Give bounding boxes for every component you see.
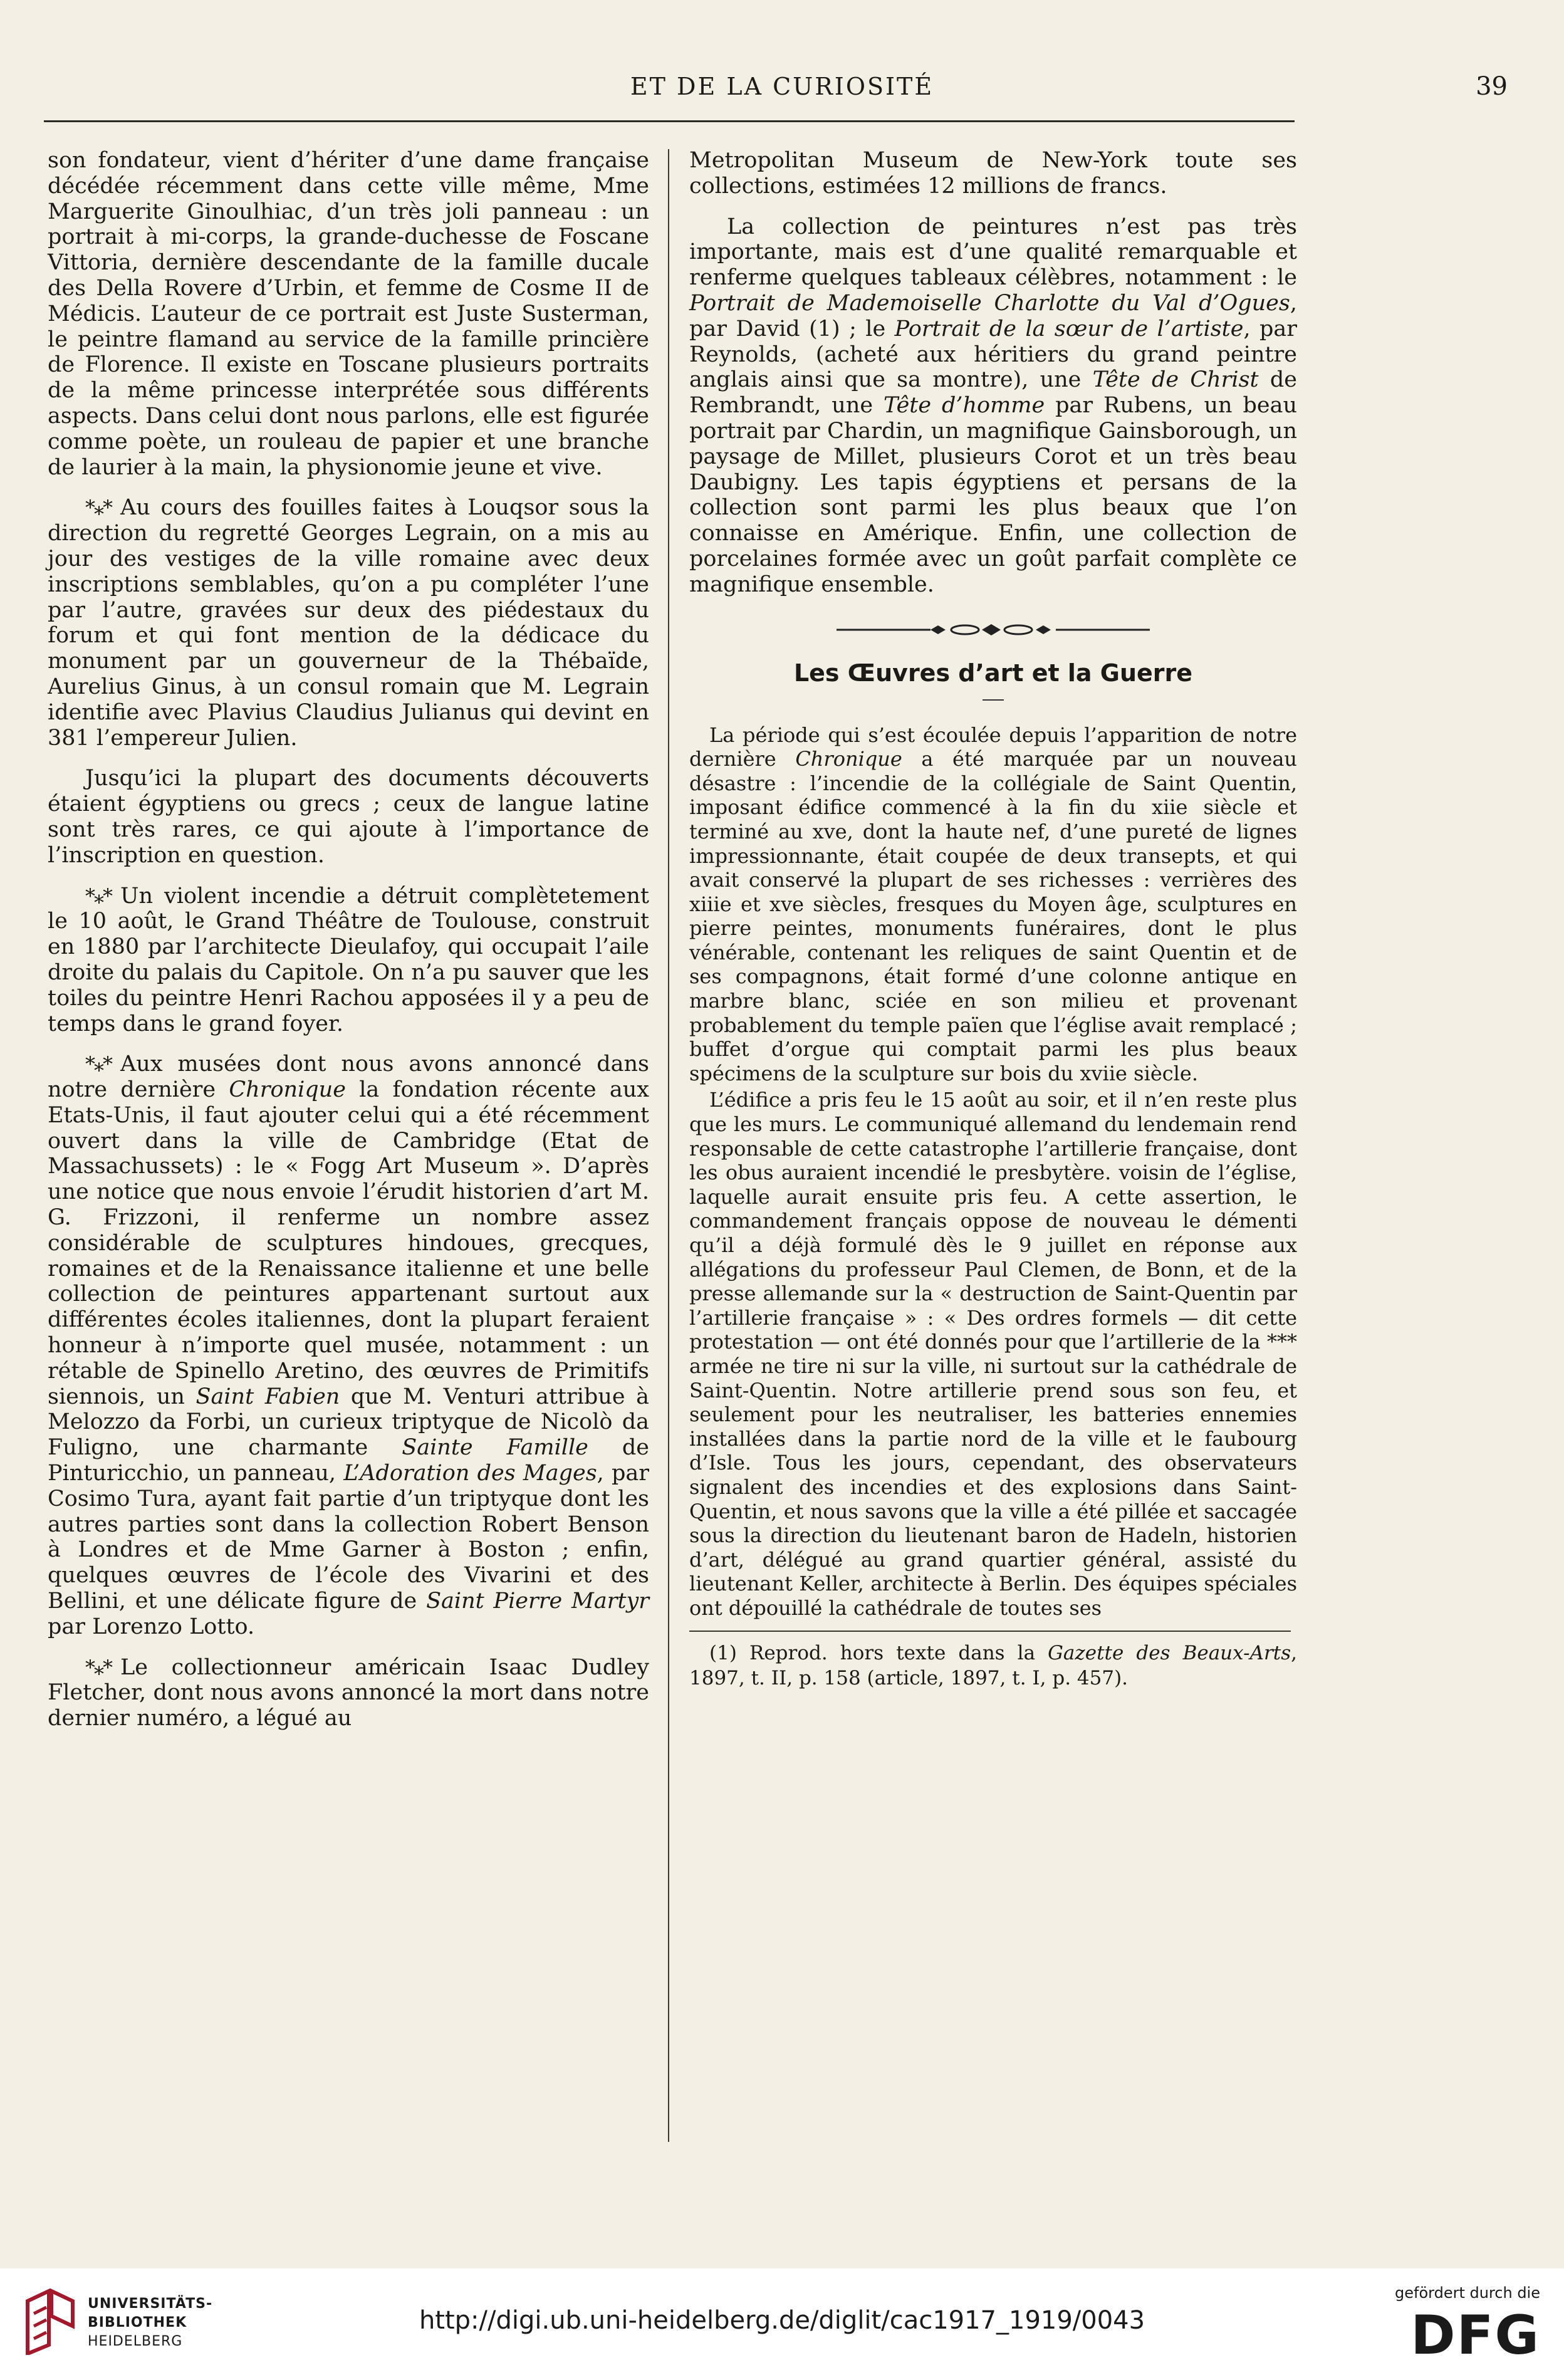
paragraph: *⁎* Aux musées dont nous avons annoncé dans notre dernière Chronique la fondation récente aux Etats-Unis, il faut ajouter celui qui a été récemment ouvert dans la ville de Cambridge (Etat de Massachussets) : le « Fogg Art Museum ». D’après une notice que nous envoie l’érudit historien d’art M. G. Frizzoni, il renferme un nombre assez considérable de sculptures hindoues, grecques, romaines et de la Renaissance italienne et une belle collection de peintures appartenant surtout aux différentes écoles italiennes, dont la plupart feraient honneur à n’importe quel musée, notamment : un rétable de Spinello Aretino, des œuvres de Primitifs siennois, un Saint Fabien que M. Venturi attribue à Melozzo da Forbi, un curieux triptyque de Nicolò da Fuligno, une charmante Sainte Famille de Pinturicchio, un panneau, L’Adoration des Mages, par Cosimo Tura, ayant fait partie d’un triptyque dont les autres parties sont dans la collection Robert Benson à Londres et de Mme Garner à Boston ; enfin, quelques œuvres de l’école des Vivarini et des Bellini, et une délicate figure de Saint Pierre Martyr par Lorenzo Lotto. [48, 1052, 650, 1639]
asterism: *⁎* [85, 884, 112, 908]
sponsor-label: gefördert durch die [1395, 2284, 1540, 2302]
paragraph: Metropolitan Museum de New-York toute ses collections, estimées 12 millions de francs. [689, 148, 1297, 199]
paragraph: La collection de peintures n’est pas très importante, mais est d’une qualité remarquable et renferme quelques tableaux célèbres, notamment : le Portrait de Mademoiselle Charlotte du Val d’Ogues, par David (1) ; le Portrait de la sœur de l’artiste, par Reynolds, (acheté aux héritiers du grand peintre anglais ainsi que sa montre), une Tête de Christ de Rembrandt, une Tête d’homme par Rubens, un beau portrait par Chardin, un magnifique Gainsborough, un paysage de Millet, plusieurs Corot et un très beau Daubigny. Les tapis égyptiens et persans de la collection sont parmi les plus beaux que l’on connaisse en Amérique. Enfin, une collection de porcelaines formée avec un goût parfait complète ce magnifique ensemble. [689, 214, 1297, 597]
asterism: *⁎* [85, 496, 112, 520]
svg-text:DFG: DFG [1410, 2307, 1540, 2360]
title-dash [983, 699, 1004, 701]
paragraph: Jusqu’ici la plupart des documents découverts étaient égyptiens ou grecs ; ceux de langue latine sont très rares, ce qui ajoute à l’importance de l’inscription en question. [48, 766, 649, 868]
paragraph: *⁎* Un violent incendie a détruit complètetement le 10 août, le Grand Théâtre de Toulouse, construit en 1880 par l’architecte Dieulafoy, qui occupait l’aile droite du palais du Capitole. On n’a pu sauver que les toiles du peintre Henri Rachou apposées il y a peu de temps dans le grand foyer. [48, 883, 649, 1036]
header-rule [44, 120, 1295, 122]
paragraph: *⁎* Le collectionneur américain Isaac Dudley Fletcher, dont nous avons annoncé la mort dans notre dernier numéro, a légué au [48, 1654, 649, 1731]
right-column [689, 148, 1297, 1691]
page-url-link[interactable]: http://digi.ub.uni-heidelberg.de/diglit/cac1917_1919/0043 [419, 2306, 1145, 2335]
ornament-icon [837, 620, 1150, 639]
running-head [44, 68, 1520, 105]
asterism: *⁎* [85, 1655, 112, 1679]
dfg-logo [1390, 2307, 1540, 2360]
running-title: ET DE LA CURIOSITÉ [630, 73, 934, 100]
library-name: UNIVERSITÄTS- BIBLIOTHEK HEIDELBERG [88, 2296, 213, 2349]
footnote: (1) Reprod. hors texte dans la Gazette des Beaux-Arts, 1897, t. II, p. 158 (article, 1897, t. I, p. 457). [689, 1641, 1297, 1689]
asterism: *⁎* [85, 1052, 112, 1077]
section-title: Les Œuvres d’art et la Guerre [793, 659, 1193, 687]
paragraph: *⁎* Au cours des fouilles faites à Louqsor sous la direction du regretté Georges Legrain, on a mis au jour des vestiges de la ville romaine avec deux inscriptions semblables, qu’on a pu compléter l’une par l’autre, gravées sur deux des piédestaux du forum et qui font mention de la dédicace du monument par un gouverneur de la Thébaïde, Aurelius Ginus, à un consul romain que M. Legrain identifie avec Plavius Claudius Julianus qui devint en 381 l’empereur Julien. [48, 495, 649, 751]
paragraph: L’édifice a pris feu le 15 août au soir, et il n’en reste plus que les murs. Le communiqué allemand du lendemain rend responsable de cette catastrophe l’artillerie française, dont les obus auraient incendié le presbytère. voisin de l’église, laquelle aurait ensuite pris feu. A cette assertion, le commandement français oppose de nouveau le démenti qu’il a déjà formulé dès le 9 juillet en réponse aux allégations du professeur Paul Clemen, de Bonn, et de la presse allemande sur la « destruction de Saint-Quentin par l’artillerie française » : « Des ordres formels — dit cette protestation — ont été donnés pour que l’artillerie de la *** armée ne tire ni sur la ville, ni surtout sur la cathédrale de Saint-Quentin. Notre artillerie prend sous son feu, et seulement pour les neutraliser, les batteries ennemies installées dans la partie nord de la ville et le faubourg d’Isle. Tous les jours, cependant, des observateurs signalent des incendies et des explosions dans Saint-Quentin, et nous savons que la ville a été pillée et saccagée sous la direction du lieutenant baron de Hadeln, historien d’art, délégué au grand quartier général, assisté du lieutenant Keller, architecte à Berlin. Des équipes spéciales ont dépouillé la cathédrale de toutes ses [689, 1088, 1297, 1620]
left-column [48, 148, 649, 1746]
ornament-divider [689, 620, 1297, 639]
paragraph: son fondateur, vient d’hériter d’une dame française décédée récemment dans cette ville même, Mme Marguerite Ginoulhiac, d’un très joli panneau : un portrait à mi-corps, la grande-duchesse de Foscane Vittoria, dernière descendante de la famille ducale des Della Rovere d’Urbin, et femme de Cosme II de Médicis. L’auteur de ce portrait est Juste Susterman, le peintre flamand au service de la famille princière de Florence. Il existe en Toscane plusieurs portraits de la même princesse interprétée sous différents aspects. Dans celui dont nous parlons, elle est figurée comme poète, un rouleau de papier et une branche de laurier à la main, la physionomie jeune et vive. [48, 148, 649, 480]
paragraph: La période qui s’est écoulée depuis l’apparition de notre dernière Chronique a été marquée par un nouveau désastre : l’incendie de la collégiale de Saint Quentin, imposant édifice commencé à la fin du xiie siècle et terminé au xve, dont la haute nef, d’une pureté de lignes impressionnante, était coupée de deux transepts, et qui avait conservé la plupart de ses richesses : verrières des xiiie et xve siècles, fresques du Moyen âge, sculptures en pierre peintes, monuments funéraires, dont le plus vénérable, contenant les reliques de saint Quentin et de ses compagnons, était formé d’une colonne antique en marbre blanc, sciée en son milieu et provenant probablement du temple païen que l’église avait remplacé ; buffet d’orgue qui comptait parmi les plus beaux spécimens de la sculpture sur bois du xviie siècle. [689, 723, 1298, 1085]
footnote-rule [689, 1631, 1291, 1632]
page-number: 39 [1476, 72, 1508, 101]
sponsor-block [1352, 2283, 1540, 2360]
footer-bar [0, 2268, 1564, 2380]
column-divider [668, 149, 669, 2142]
